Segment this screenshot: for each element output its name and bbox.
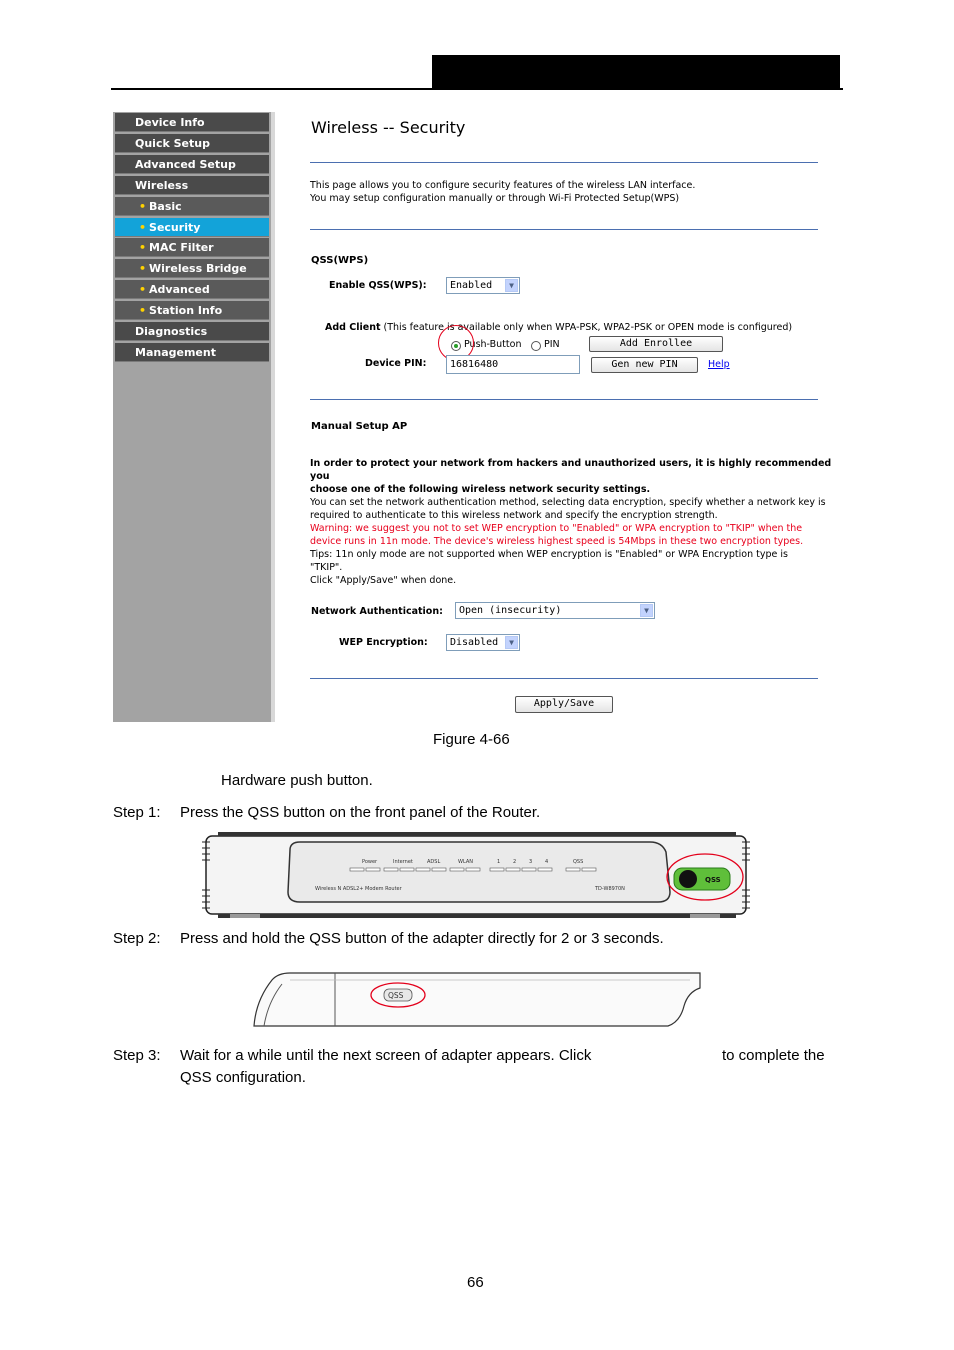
sidebar <box>113 112 271 722</box>
step1-label: Step 1: <box>113 804 161 821</box>
indicator-wlan: WLAN <box>458 859 474 865</box>
indicator-internet: Internet <box>393 859 413 865</box>
wep-encryption-label: WEP Encryption: <box>339 637 428 648</box>
sidebar-item-management[interactable]: Management <box>115 343 269 362</box>
indicator-lan4: 4 <box>545 859 549 865</box>
page-title: Wireless -- Security <box>311 118 466 137</box>
router-model-right: TD-W8970N <box>595 886 625 892</box>
pin-radio[interactable] <box>531 341 541 351</box>
adapter-image <box>250 966 706 1032</box>
divider <box>310 229 818 230</box>
sidebar-item-quick-setup[interactable]: Quick Setup <box>115 134 269 153</box>
help-link[interactable]: Help <box>708 359 730 370</box>
sidebar-item-advanced[interactable]: • Advanced <box>115 280 269 299</box>
add-client-text: Add Client (This feature is available only when WPA-PSK, WPA2-PSK or OPEN mode is configured) <box>325 322 793 333</box>
chevron-down-icon: ▼ <box>505 636 518 649</box>
indicator-lan1: 1 <box>497 859 501 865</box>
enable-qss-label: Enable QSS(WPS): <box>329 280 427 291</box>
sidebar-item-basic[interactable]: • Basic <box>115 197 269 216</box>
apply-save-button[interactable]: Apply/Save <box>515 696 613 713</box>
sidebar-item-wireless[interactable]: Wireless <box>115 176 269 195</box>
step3-label: Step 3: <box>113 1047 161 1064</box>
step1-text: Press the QSS button on the front panel of the Router. <box>180 804 541 821</box>
step3-text-c: QSS configuration. <box>180 1069 306 1086</box>
sidebar-item-security[interactable]: • Security <box>115 218 269 237</box>
router-front-image <box>200 830 760 920</box>
device-pin-input[interactable]: 16816480 <box>446 355 580 374</box>
figure-caption: Figure 4-66 <box>433 731 510 748</box>
gen-new-pin-button[interactable]: Gen new PIN <box>591 357 698 373</box>
header-bar <box>432 55 840 88</box>
chevron-down-icon: ▼ <box>505 279 518 292</box>
sidebar-item-diagnostics[interactable]: Diagnostics <box>115 322 269 341</box>
step3-text-b: to complete the <box>722 1047 825 1064</box>
wep-encryption-select[interactable]: Disabled ▼ <box>446 634 520 651</box>
indicator-power: Power <box>362 859 378 865</box>
router-model-left: Wireless N ADSL2+ Modem Router <box>315 886 402 892</box>
page-number: 66 <box>467 1274 484 1291</box>
sidebar-item-device-info[interactable]: Device Info <box>115 113 269 132</box>
indicator-lan3: 3 <box>529 859 533 865</box>
header-rule <box>111 88 843 90</box>
adapter-qss-label: QSS <box>388 991 404 1000</box>
divider <box>310 162 818 163</box>
sidebar-item-mac-filter[interactable]: • MAC Filter <box>115 238 269 257</box>
add-enrollee-button[interactable]: Add Enrollee <box>589 336 723 352</box>
indicator-lan2: 2 <box>513 859 517 865</box>
step2-text: Press and hold the QSS button of the adapter directly for 2 or 3 seconds. <box>180 930 664 947</box>
hardware-line: Hardware push button. <box>221 772 373 789</box>
router-screenshot <box>113 112 841 722</box>
manual-setup-heading: Manual Setup AP <box>311 421 408 432</box>
security-notes: In order to protect your network from hackers and unauthorized users, it is highly recommended you choose one of the following wireless network security settings. You can set the network authentication method, selecting data encryption, specify whether a network key is required to authenticate to this wireless network and specify the encryption strength. Warning: we suggest you not to set WEP encryption to "Enabled" or WPA encryption to "TKIP" when the device runs in 11n mode. The device's wireless highest speed is 54Mbps in these two encryption types. Tips: 11n only mode are not supported when WEP encryption is "Enabled" or WPA Encryption type is "TKIP". Click "Apply/Save" when done. <box>310 458 832 586</box>
indicator-adsl: ADSL <box>427 859 441 865</box>
security-panel <box>278 112 841 722</box>
sidebar-item-advanced-setup[interactable]: Advanced Setup <box>115 155 269 174</box>
pin-label: PIN <box>544 339 560 350</box>
divider <box>310 399 818 400</box>
qss-heading: QSS(WPS) <box>311 255 369 266</box>
push-button-label: Push-Button <box>464 339 522 350</box>
step2-label: Step 2: <box>113 930 161 947</box>
intro-text: This page allows you to configure security features of the wireless LAN interface. You may setup configuration manually or through Wi-Fi Protected Setup(WPS) <box>310 180 696 204</box>
sidebar-item-station-info[interactable]: • Station Info <box>115 301 269 320</box>
indicator-qss: QSS <box>573 859 584 865</box>
enable-qss-select[interactable]: Enabled ▼ <box>446 277 520 294</box>
device-pin-label: Device PIN: <box>365 358 427 369</box>
chevron-down-icon: ▼ <box>640 604 653 617</box>
sidebar-item-wireless-bridge[interactable]: • Wireless Bridge <box>115 259 269 278</box>
step3-text-a: Wait for a while until the next screen of adapter appears. Click <box>180 1047 592 1064</box>
network-auth-select[interactable]: Open (insecurity) ▼ <box>455 602 655 619</box>
divider <box>310 678 818 679</box>
network-auth-label: Network Authentication: <box>311 606 443 617</box>
router-qss-label: QSS <box>705 876 721 884</box>
